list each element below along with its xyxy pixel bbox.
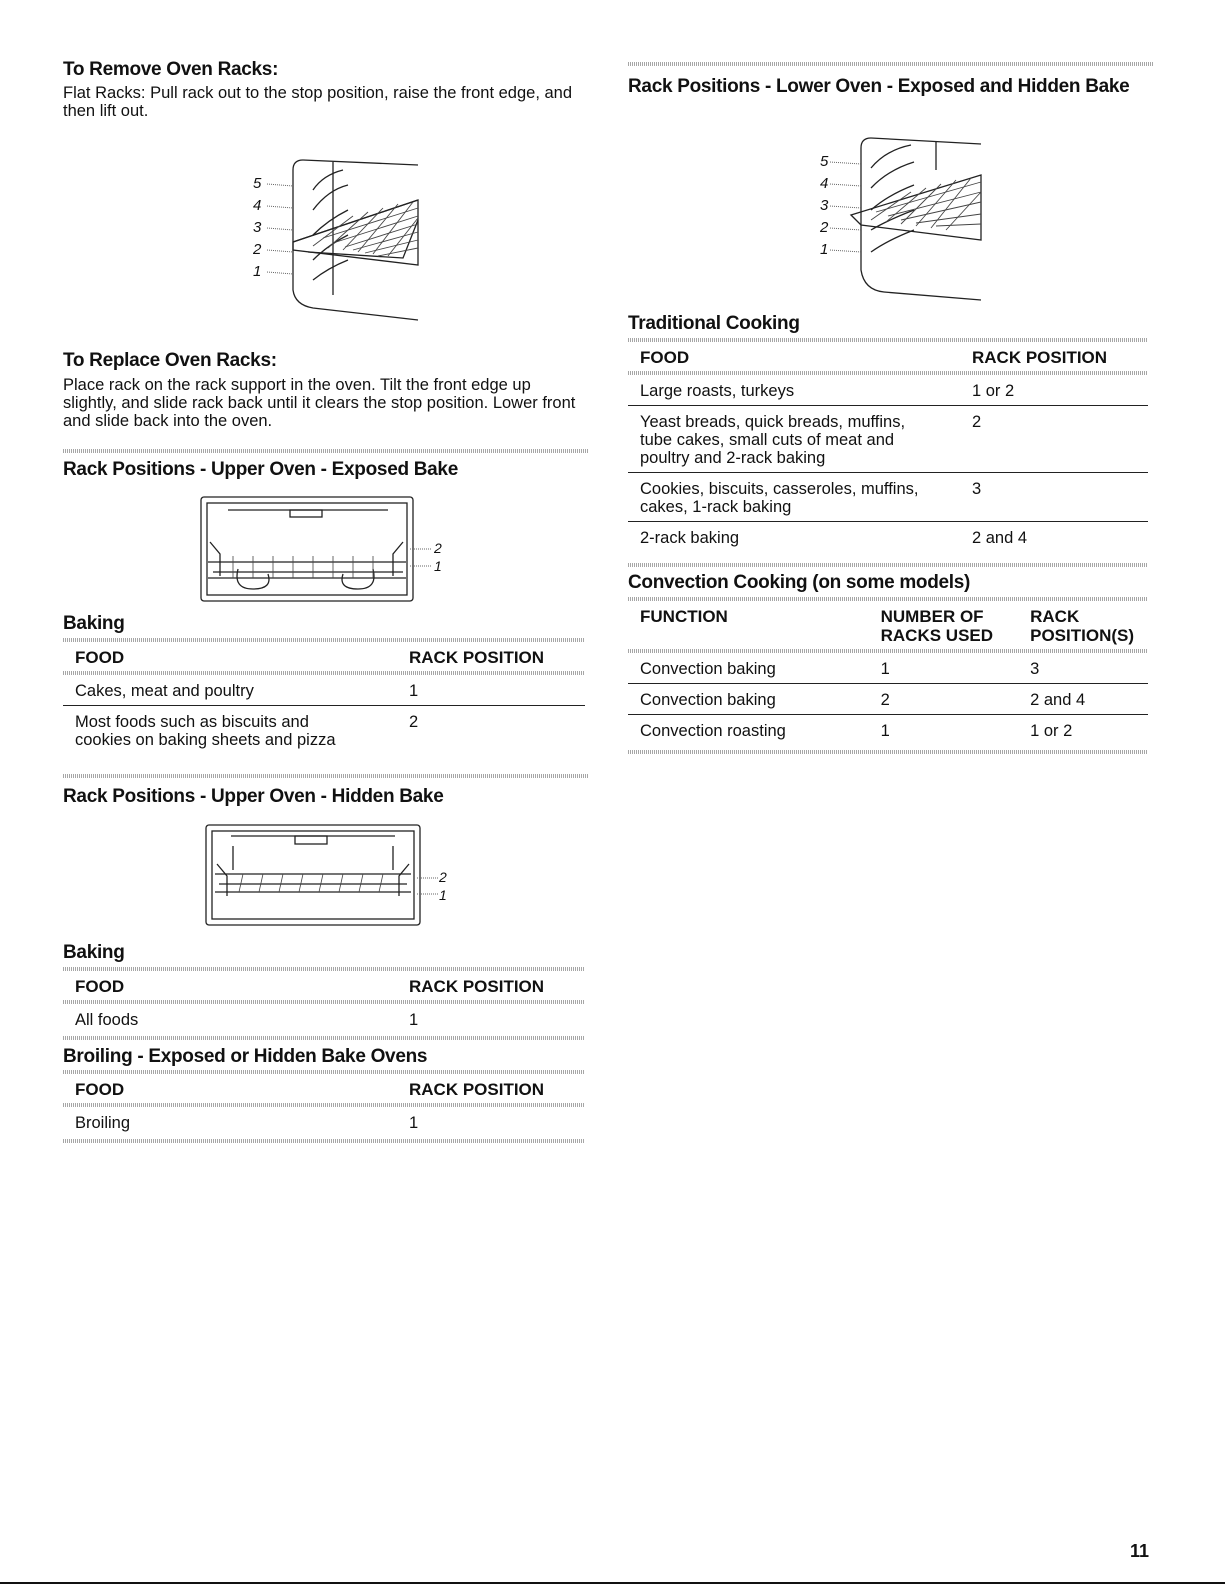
table-row: [628, 375, 1148, 406]
column-header: RACK POSITION: [972, 348, 1108, 367]
column-header: FOOD: [640, 348, 690, 367]
rack-position-cell: 1 or 2: [972, 382, 1015, 400]
rack-level-label: 3: [820, 197, 829, 214]
rack-position-cell: 3: [960, 473, 1148, 522]
rack-level-label: 1: [253, 263, 262, 280]
rack-level-label: 4: [253, 197, 262, 214]
table-row: [63, 706, 585, 755]
rack-position-cell: 1: [409, 682, 419, 700]
upper-hidden-heading: Rack Positions - Upper Oven - Hidden Bake: [63, 786, 444, 807]
remove-racks-text: Flat Racks: Pull rack out to the stop position, raise the front edge, and then lift out.: [63, 84, 573, 120]
rack-level-label: 2: [439, 869, 447, 885]
food-cell: Broiling: [75, 1114, 131, 1132]
upper-exposed-baking-subheading: Baking: [63, 613, 125, 634]
rack-positions-diagram-remove: [253, 150, 493, 325]
rack-position-cell: 1: [409, 1011, 419, 1029]
divider: [63, 1103, 585, 1107]
divider: [63, 1036, 585, 1040]
page-number: 11: [1130, 1541, 1150, 1561]
rack-position-cell: 3: [1030, 660, 1040, 678]
table-row: [628, 684, 1148, 715]
racks-used-cell: 1: [869, 715, 1018, 746]
upper-oven-hidden-diagram: [203, 822, 453, 930]
column-header: RACK POSITION: [409, 977, 545, 996]
table-header-row: [63, 642, 585, 671]
table-header-row: [63, 1074, 585, 1103]
upper-hidden-baking-table: [63, 971, 585, 1034]
racks-used-cell: 2: [869, 684, 1018, 715]
rack-level-label: 1: [434, 558, 442, 574]
rack-position-cell: 2: [960, 406, 1148, 473]
upper-exposed-baking-table: [63, 642, 585, 754]
rack-level-label: 3: [253, 219, 262, 236]
rack-position-cell: 1 or 2: [1018, 715, 1148, 746]
rack-level-label: 5: [253, 175, 262, 192]
table-row: [628, 653, 1148, 684]
upper-exposed-heading: Rack Positions - Upper Oven - Exposed Bake: [63, 459, 458, 480]
food-cell: Cookies, biscuits, casseroles, muffins, cakes, 1-rack baking: [628, 473, 960, 522]
rack-position-cell: 2 and 4: [960, 522, 1148, 553]
function-cell: Convection baking: [640, 660, 776, 678]
page-bottom-rule: [0, 1582, 1225, 1584]
divider: [628, 750, 1148, 754]
rack-level-label: 2: [820, 219, 829, 236]
divider: [63, 1000, 585, 1004]
table-row: [63, 1004, 585, 1034]
replace-racks-text: Place rack on the rack support in the oven. Tilt the front edge up slightly, and slide rack back until it clears the stop position. Lower front and slide back into the oven.: [63, 376, 576, 430]
table-header-row: [628, 342, 1148, 371]
upper-hidden-baking-subheading: Baking: [63, 942, 125, 963]
divider: [63, 1139, 585, 1143]
remove-racks-heading: To Remove Oven Racks:: [63, 59, 279, 80]
broiling-heading: Broiling - Exposed or Hidden Bake Ovens: [63, 1046, 428, 1067]
replace-racks-heading: To Replace Oven Racks:: [63, 350, 277, 371]
upper-oven-exposed-diagram: [198, 494, 448, 606]
table-row: [63, 1107, 585, 1137]
convection-cooking-table: [628, 601, 1148, 745]
food-cell: Most foods such as biscuits and cookies on baking sheets and pizza: [63, 706, 397, 755]
rack-level-label: 2: [434, 540, 442, 556]
food-cell: Yeast breads, quick breads, muffins, tube cakes, small cuts of meat and poultry and 2-rack baking: [628, 406, 960, 473]
food-cell: Cakes, meat and poultry: [75, 682, 254, 700]
rack-level-label: 1: [820, 241, 829, 258]
table-row: [628, 473, 1148, 522]
column-header: NUMBER OF RACKS USED: [880, 607, 994, 645]
column-header: RACK POSITION: [409, 648, 545, 667]
traditional-cooking-heading: Traditional Cooking: [628, 313, 800, 334]
divider: [628, 649, 1148, 653]
divider: [63, 449, 589, 453]
table-row: [628, 715, 1148, 746]
rack-level-label: 2: [253, 241, 262, 258]
rack-level-label: 1: [439, 887, 447, 903]
racks-used-cell: 1: [880, 660, 890, 678]
divider: [628, 62, 1154, 66]
table-row: [628, 522, 1148, 553]
rack-level-label: 5: [820, 153, 829, 170]
column-header: FOOD: [75, 1080, 125, 1099]
food-cell: All foods: [75, 1011, 139, 1029]
divider: [628, 371, 1148, 375]
lower-oven-rack-diagram: [816, 130, 996, 305]
convection-cooking-heading: Convection Cooking (on some models): [628, 572, 971, 593]
traditional-cooking-table: [628, 342, 1148, 552]
column-header: FOOD: [75, 977, 125, 996]
column-header: RACK POSITION(S): [1030, 607, 1135, 645]
table-header-row: [628, 601, 1148, 649]
divider: [63, 671, 585, 675]
rack-level-label: 4: [820, 175, 829, 192]
rack-position-cell: 2: [397, 706, 585, 755]
column-header: FUNCTION: [640, 607, 728, 626]
table-row: [63, 675, 585, 706]
broiling-table: [63, 1074, 585, 1137]
column-header: FOOD: [75, 648, 125, 667]
lower-oven-heading: Rack Positions - Lower Oven - Exposed and Hidden Bake: [628, 76, 1130, 97]
table-row: [628, 406, 1148, 473]
divider: [628, 563, 1148, 567]
food-cell: Large roasts, turkeys: [640, 382, 795, 400]
food-cell: 2-rack baking: [628, 522, 960, 553]
function-cell: Convection roasting: [628, 715, 869, 746]
table-header-row: [63, 971, 585, 1000]
column-header: RACK POSITION: [409, 1080, 545, 1099]
rack-position-cell: 1: [409, 1114, 419, 1132]
function-cell: Convection baking: [628, 684, 869, 715]
divider: [63, 774, 589, 778]
rack-position-cell: 2 and 4: [1018, 684, 1148, 715]
